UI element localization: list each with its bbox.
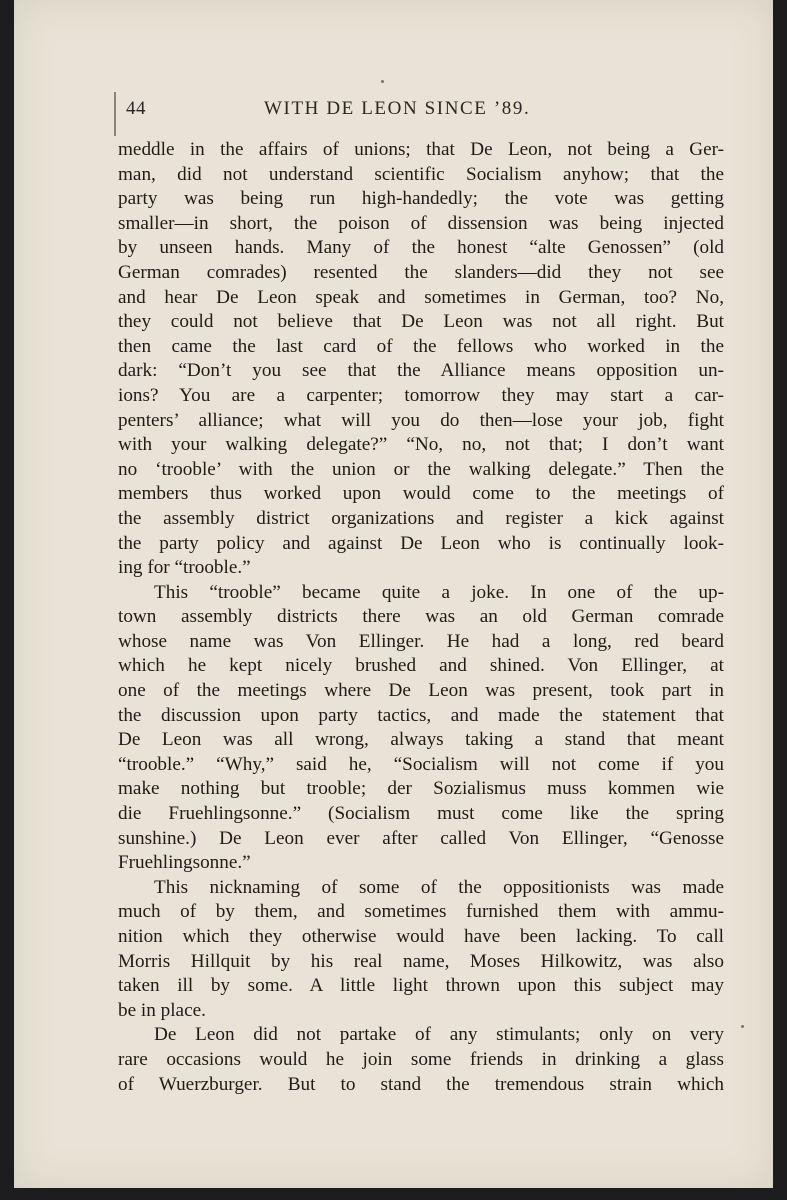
paper-speck <box>741 1025 744 1028</box>
page-header <box>122 98 722 128</box>
text-line: German comrades) resented the slanders—did they not see <box>118 261 724 283</box>
text-line: make nothing but trooble; der Sozialismus muss kommen wie <box>118 778 724 800</box>
margin-mark <box>114 92 116 136</box>
text-line: one of the meetings where De Leon was present, took part in <box>118 680 724 702</box>
text-line: the assembly district organizations and register a kick against <box>118 507 724 529</box>
text-line: die Fruehlingsonne.” (Socialism must come like the spring <box>118 803 724 825</box>
text-line: of Wuerzburger. But to stand the tremendous strain which <box>118 1073 724 1095</box>
text-line: “trooble.” “Why,” said he, “Socialism will not come if you <box>118 753 724 775</box>
text-line: and hear De Leon speak and sometimes in German, too? No, <box>118 286 724 308</box>
running-title: WITH DE LEON SINCE ’89. <box>264 98 531 119</box>
text-line: ions? You are a carpenter; tomorrow they may start a car- <box>118 384 724 406</box>
text-line: which he kept nicely brushed and shined. Von Ellinger, at <box>118 655 724 677</box>
body-text <box>118 138 724 1097</box>
text-line: penters’ alliance; what will you do then—lose your job, fight <box>118 409 724 431</box>
text-line: man, did not understand scientific Socialism anyhow; that the <box>118 163 724 185</box>
text-line: De Leon did not partake of any stimulants; only on very <box>154 1024 724 1046</box>
text-line: they could not believe that De Leon was not all right. But <box>118 311 724 333</box>
text-line: by unseen hands. Many of the honest “alte Genossen” (old <box>118 237 724 259</box>
text-line: rare occasions would he join some friends in drinking a glass <box>118 1048 724 1070</box>
book-page <box>14 0 773 1188</box>
text-line: members thus worked upon would come to the meetings of <box>118 483 724 505</box>
text-line: then came the last card of the fellows who worked in the <box>118 335 724 357</box>
text-line: De Leon was all wrong, always taking a stand that meant <box>118 729 724 751</box>
text-line: smaller—in short, the poison of dissension was being injected <box>118 212 724 234</box>
text-line: whose name was Von Ellinger. He had a long, red beard <box>118 630 724 652</box>
text-line: be in place. <box>118 999 206 1021</box>
text-line: dark: “Don’t you see that the Alliance means opposition un- <box>118 360 724 382</box>
text-line: much of by them, and sometimes furnished them with ammu- <box>118 901 724 923</box>
page-number: 44 <box>126 98 146 119</box>
text-line: nition which they otherwise would have been lacking. To call <box>118 926 724 947</box>
text-line: meddle in the affairs of unions; that De Leon, not being a Ger- <box>118 139 724 160</box>
text-line: ing for “trooble.” <box>118 557 251 579</box>
text-line: taken ill by some. A little light thrown upon this subject may <box>118 975 724 997</box>
text-line: town assembly districts there was an old German comrade <box>118 606 724 628</box>
text-line: This nicknaming of some of the oppositionists was made <box>154 876 724 898</box>
text-line: sunshine.) De Leon ever after called Von Ellinger, “Genosse <box>118 827 724 849</box>
text-line: the party policy and against De Leon who is continually look- <box>118 532 724 554</box>
text-line: This “trooble” became quite a joke. In one of the up- <box>154 581 724 603</box>
text-line: Fruehlingsonne.” <box>118 852 251 874</box>
text-line: the discussion upon party tactics, and made the statement that <box>118 704 724 726</box>
text-line: with your walking delegate?” “No, no, not that; I don’t want <box>118 434 724 456</box>
text-line: party was being run high-handedly; the vote was getting <box>118 188 724 210</box>
paper-speck <box>381 80 384 83</box>
text-line: no ‘trooble’ with the union or the walking delegate.” Then the <box>118 458 724 480</box>
text-line: Morris Hillquit by his real name, Moses Hilkowitz, was also <box>118 950 724 972</box>
